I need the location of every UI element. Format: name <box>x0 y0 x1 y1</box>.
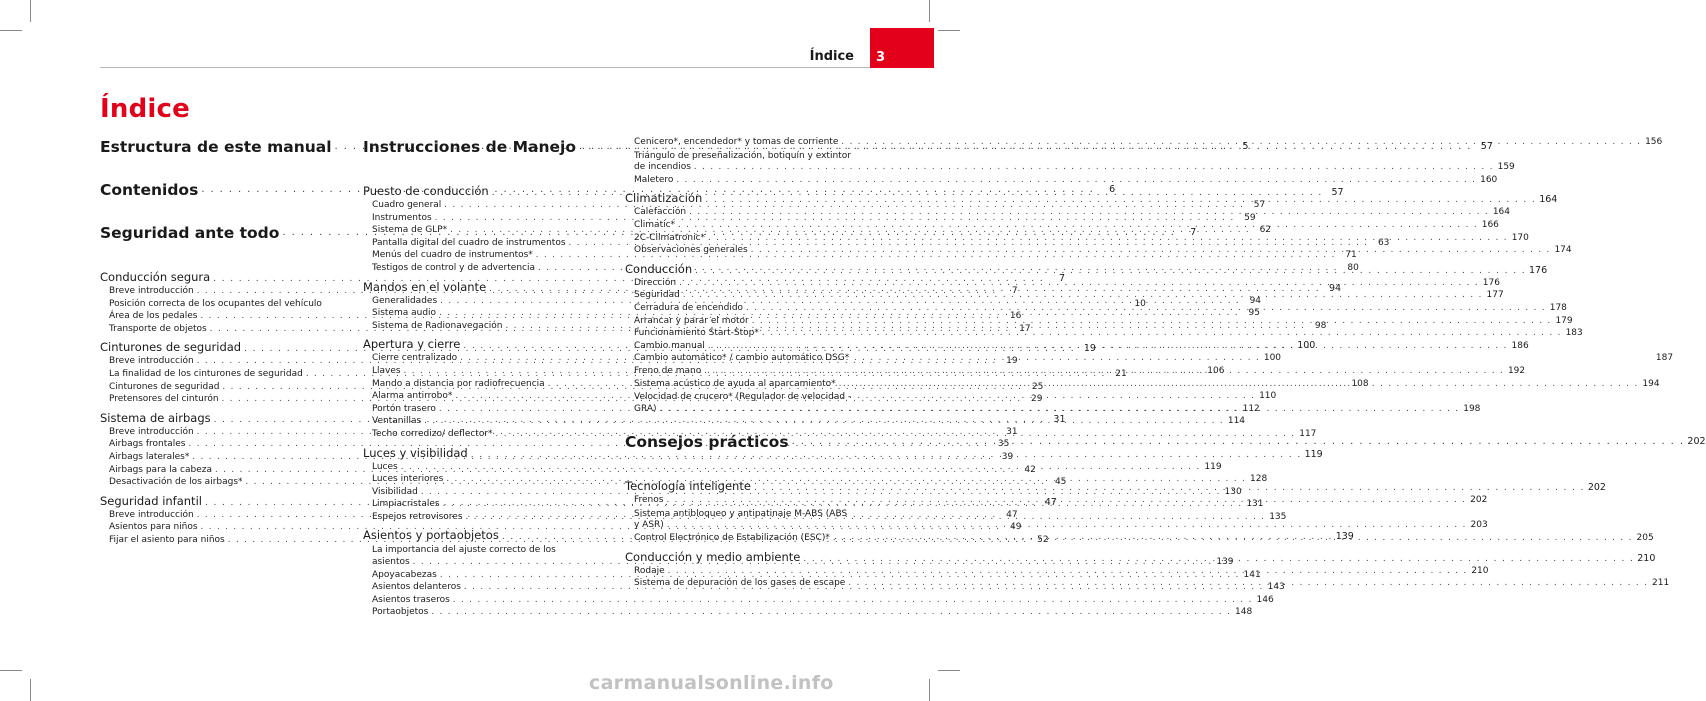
toc-leader-dots <box>668 566 1468 576</box>
toc-entry-page: 117 <box>1299 428 1317 439</box>
toc-entry-title: Portón trasero <box>372 403 436 414</box>
toc-leader-dots <box>841 137 1641 147</box>
toc-entry-title: Sistema de depuración de los gases de escape <box>634 578 846 589</box>
toc-entry-title: Frenos <box>634 495 664 506</box>
toc-entry-page: 19 <box>1006 356 1018 367</box>
toc-entry-page: 179 <box>1555 315 1573 326</box>
toc-entry-page: 174 <box>1554 245 1572 256</box>
crop-mark <box>0 670 22 671</box>
toc-leader-dots <box>678 220 1478 230</box>
toc-entry-title: Airbags para la cabeza <box>109 464 212 475</box>
toc-entry-page: 7 <box>1011 286 1018 296</box>
toc-entry-page: 187 <box>1655 353 1674 364</box>
watermark: carmanualsonline.info <box>589 672 834 694</box>
toc-entry-title: Portaobjetos <box>372 607 429 618</box>
toc-leader-dots <box>848 578 1648 588</box>
toc-entry-title: Sistema de airbags <box>100 410 211 425</box>
toc-leader-dots <box>762 328 1562 338</box>
toc-entry-title: 2C-Climatronic* <box>634 232 706 243</box>
toc-entry-page: 131 <box>1246 499 1264 510</box>
toc-entry-page: 10 <box>1134 298 1146 309</box>
toc-entry-page: 42 <box>1024 464 1036 475</box>
toc-entry-page: 114 <box>1227 416 1246 427</box>
toc-entry-title: Transporte de objetos <box>109 323 207 334</box>
toc-entry-title: Pretensores del cinturón <box>109 394 219 405</box>
toc-entry-title: Rodaje <box>634 565 665 576</box>
toc-leader-dots <box>431 607 1231 617</box>
toc-entry-page: 203 <box>1470 520 1488 531</box>
toc-entry-title: Sistema acústico de ayuda al aparcamiento* <box>634 378 836 389</box>
toc-entry-title: Cinturones de seguridad <box>100 340 242 355</box>
toc-entry <box>363 594 1274 608</box>
toc-entry-page: 98 <box>1314 320 1327 331</box>
toc-entry-title: Sistema de GLP* <box>372 225 448 236</box>
toc-leader-dots <box>667 520 1467 533</box>
toc-entry-page: 194 <box>1642 378 1660 389</box>
toc-entry-title: Generalidades <box>372 295 438 306</box>
toc-entry-title: Calefacción <box>634 207 687 218</box>
crop-mark <box>30 679 31 701</box>
toc-entry-page: 59 <box>1244 212 1256 223</box>
toc-entry-page: 148 <box>1235 607 1253 618</box>
toc-entry-page: 19 <box>1083 343 1096 355</box>
toc-entry-title: Apertura y cierre <box>363 337 461 352</box>
toc-entry-page: 112 <box>1242 403 1260 414</box>
toc-entry-page: 192 <box>1507 365 1526 376</box>
toc-leader-dots <box>453 595 1253 605</box>
toc-entry-title: y ASR) <box>634 520 664 531</box>
toc-entry-title: Luces interiores <box>372 474 444 485</box>
toc-entry-page: 183 <box>1565 328 1583 339</box>
toc-entry-page: 39 <box>1001 451 1014 462</box>
toc-entry-title: Dirección <box>634 277 677 288</box>
toc-entry-title: Espejos retrovisores <box>372 511 463 522</box>
toc-entry-page: 211 <box>1652 578 1670 589</box>
toc-entry-page: 178 <box>1549 302 1567 313</box>
toc-entry-title: Consejos prácticos <box>625 433 789 452</box>
toc-entry-page: 139 <box>1216 557 1234 568</box>
toc-entry-title: Menús del cuadro de instrumentos* <box>372 250 533 261</box>
header-rule <box>100 67 870 68</box>
toc-entry-title: Ventanillas <box>372 416 422 427</box>
toc-entry-title: Breve introducción <box>109 286 194 296</box>
toc-entry-title: Seguridad <box>634 290 680 301</box>
toc-entry-page: 62 <box>1259 225 1272 236</box>
toc-entry-title: Control Electrónico de Estabilización (ESC)* <box>634 533 830 544</box>
toc-entry-title: Visibilidad <box>372 486 418 497</box>
toc-entry-page: 166 <box>1481 219 1499 230</box>
toc-entry-title: Arrancar y parar el motor <box>634 315 749 326</box>
toc-entry-page: 164 <box>1492 207 1511 218</box>
toc-entry-page: 159 <box>1497 162 1515 173</box>
toc-entry-title: La finalidad de los cinturones de seguridad <box>109 368 303 379</box>
toc-entry-page: 210 <box>1637 552 1656 564</box>
toc-entry-title-line: La importancia del ajuste correcto de los <box>372 545 556 556</box>
toc-entry-title: Apoyacabezas <box>372 569 437 580</box>
toc-entry-title: Mando a distancia por radiofrecuencia <box>372 378 545 389</box>
toc-entry-title: Freno de mano <box>634 365 702 376</box>
toc-entry-title-line: Sistema antibloqueo y antipatinaje M-ABS (ABS <box>634 508 848 519</box>
toc-entry-page: 95 <box>1248 308 1260 319</box>
toc-entry-page: 5 <box>1242 141 1249 152</box>
toc-entry <box>363 607 1253 620</box>
toc-entry-title: Sistema de Radionavegación <box>372 320 503 331</box>
toc-entry-title: Luces <box>372 461 398 472</box>
toc-entry-title: Instrumentos <box>372 212 432 223</box>
page-header <box>0 0 960 70</box>
toc-entry-page: 143 <box>1267 582 1285 593</box>
toc-entry-title: Sistema audio <box>372 308 437 319</box>
toc-entry-page: 119 <box>1204 461 1222 472</box>
toc-entry-title: Contenidos <box>100 181 199 199</box>
toc-entry-page: 57 <box>1480 141 1493 152</box>
toc-entry-page: 94 <box>1328 282 1342 294</box>
toc-leader-dots <box>746 303 1546 313</box>
toc-leader-dots <box>705 195 1536 205</box>
toc-entry-title: Mandos en el volante <box>363 279 487 294</box>
toc-leader-dots <box>792 432 1685 452</box>
toc-entry-title: Asientos y portaobjetos <box>363 528 499 543</box>
toc-entry-page: 35 <box>997 439 1010 450</box>
toc-entry-page: 63 <box>1377 237 1390 248</box>
toc-entry-page: 100 <box>1263 353 1282 364</box>
toc-entry-page: 100 <box>1297 340 1316 352</box>
toc-entry-page: 156 <box>1645 137 1663 147</box>
toc-entry-page: 45 <box>1054 477 1067 488</box>
toc-leader-dots <box>694 162 1494 172</box>
toc-entry-title: Asientos delanteros <box>372 582 461 593</box>
toc-entry-page: 49 <box>1010 522 1022 533</box>
toc-entry-title: Maletero <box>634 174 674 185</box>
toc-entry-page: 170 <box>1511 232 1529 243</box>
toc-entry-wrapped <box>625 150 1515 175</box>
toc-entry-page: 21 <box>1115 368 1127 379</box>
toc-entry-title: Desactivación de los airbags* <box>109 477 243 488</box>
toc-entry-title: Tecnología inteligente <box>625 479 751 494</box>
toc-entry-page: 141 <box>1243 569 1261 580</box>
toc-entry-title: Posición correcta de los ocupantes del vehículo <box>109 298 322 309</box>
toc-entry-page: 202 <box>1587 482 1606 494</box>
toc-leader-dots <box>679 278 1479 288</box>
toc-entry-title: Asientos traseros <box>372 594 450 605</box>
toc-entry-page: 7 <box>1059 273 1066 284</box>
crop-mark <box>938 670 960 671</box>
toc-entry-title: Airbags laterales* <box>109 451 190 462</box>
toc-entry-title: de incendios <box>634 162 691 173</box>
toc-entry-title: Climatización <box>625 191 703 206</box>
toc-entry-page: 7 <box>1190 227 1197 238</box>
toc-entry-title: Cuadro general <box>372 200 442 210</box>
toc-entry-page: 31 <box>1053 413 1066 425</box>
toc-entry-page: 31 <box>1006 426 1018 437</box>
toc-entry-page: 146 <box>1256 594 1274 605</box>
toc-entry-title: Cierre centralizado <box>372 353 458 364</box>
toc-entry-title: Asientos para niños <box>109 522 198 533</box>
toc-entry <box>634 162 1515 175</box>
toc-entry-title: Breve introducción <box>109 426 194 437</box>
toc-entry-page: 57 <box>1331 187 1344 198</box>
toc-entry-title: Llaves <box>372 365 401 376</box>
toc-entry-page: 202 <box>1470 495 1488 506</box>
toc-entry-title: Estructura de este manual <box>100 138 332 156</box>
toc-entry-page: 164 <box>1539 194 1558 206</box>
toc-entry-title: Cerradura de encendido <box>634 302 744 313</box>
toc-entry-title: Cambio manual <box>634 340 705 351</box>
toc-entry-page: 198 <box>1463 403 1481 414</box>
toc-entry-title: Instrucciones de Manejo <box>363 138 577 156</box>
toc-leader-dots <box>833 533 1633 543</box>
toc-entry-title: Testigos de control y de advertencia <box>372 262 535 273</box>
toc-entry-title-line: Triángulo de preseñalización, botiquín y extintor <box>634 150 851 161</box>
toc-entry-title: Alarma antirrobo* <box>372 391 453 402</box>
toc-entry-title: GRA) <box>634 403 657 414</box>
crop-mark <box>929 679 930 701</box>
toc-leader-dots <box>666 495 1466 505</box>
toc-entry-page: 47 <box>1006 509 1018 520</box>
toc-entry-title: Fijar el asiento para niños <box>109 534 225 545</box>
toc-entry-page: 205 <box>1636 533 1654 544</box>
toc-leader-dots <box>803 554 1634 564</box>
toc-entry-page: 29 <box>1031 394 1043 405</box>
toc-entry-page: 177 <box>1486 290 1504 301</box>
toc-entry-page: 160 <box>1480 174 1498 185</box>
toc-leader-dots <box>704 366 1504 376</box>
toc-entry-page: 80 <box>1347 262 1359 273</box>
toc-leader-dots <box>683 290 1483 300</box>
toc-entry-title: Cambio automático* / cambio automático DSG* <box>634 353 850 364</box>
toc-entry-title: Pantalla digital del cuadro de instrumentos <box>372 237 566 248</box>
toc-entry-page: 135 <box>1269 511 1287 522</box>
toc-entry-page: 6 <box>1109 184 1116 195</box>
toc-leader-dots <box>708 341 1508 351</box>
toc-entry-page: 128 <box>1250 474 1268 485</box>
toc-entry-title: Breve introducción <box>109 509 194 520</box>
page-title: Índice <box>100 94 190 124</box>
toc-entry-title: Conducción <box>625 261 693 276</box>
page-number: 3 <box>876 50 886 65</box>
toc-entry-title: Seguridad ante todo <box>100 224 280 242</box>
toc-entry-title: Seguridad infantil <box>100 493 202 508</box>
toc-leader-dots <box>751 245 1551 255</box>
toc-entry-title: Airbags frontales <box>109 439 186 450</box>
toc-entry-page: 176 <box>1482 277 1500 288</box>
toc-entry-page: 108 <box>1351 378 1369 389</box>
toc-leader-dots <box>660 404 1460 414</box>
toc-entry <box>372 557 1234 570</box>
toc-entry-title: Breve introducción <box>109 356 194 367</box>
toc-entry-page: 210 <box>1471 565 1489 576</box>
toc-entry-title: Climatic* <box>634 219 676 230</box>
toc-entry-page: 186 <box>1511 340 1529 351</box>
toc-entry-page: 202 <box>1687 436 1706 448</box>
toc-entry-page: 25 <box>1031 381 1044 392</box>
toc-entry-page: 110 <box>1259 391 1277 402</box>
toc-entry-page: 71 <box>1345 250 1357 261</box>
toc-entry-title: Luces y visibilidad <box>363 445 468 460</box>
toc-entry-title: Funcionamiento Start-Stop* <box>634 328 759 339</box>
toc-entry-title: Conducción segura <box>100 270 211 284</box>
toc-entry-page: 94 <box>1249 295 1262 306</box>
toc-entry-page: 130 <box>1224 486 1242 497</box>
toc-entry-page: 47 <box>1044 496 1057 508</box>
toc-entry-title: Cenicero*, encendedor* y tomas de corriente <box>634 137 839 147</box>
toc-entry-title: asientos <box>372 557 410 568</box>
header-title: Índice <box>809 49 854 64</box>
toc-leader-dots <box>708 233 1508 243</box>
toc-entry-page: 52 <box>1037 534 1049 545</box>
toc-leader-dots <box>695 266 1526 276</box>
toc-leader-dots <box>839 379 1639 389</box>
toc-entry-title: Área de los pedales <box>109 311 198 322</box>
toc-entry-title: Techo corredizo/ deflector* <box>372 428 493 439</box>
toc-entry-page: 16 <box>1009 311 1022 322</box>
toc-entry-title: Observaciones generales <box>634 245 748 256</box>
toc-entry-page: 106 <box>1207 365 1225 376</box>
toc-entry-title: Limpiacristales <box>372 499 440 510</box>
toc-entry-page: 119 <box>1304 448 1323 460</box>
toc-entry-page: 17 <box>1019 323 1031 334</box>
toc-entry-page: 176 <box>1528 264 1548 276</box>
toc-leader-dots <box>676 175 1476 185</box>
toc-leader-dots <box>752 316 1552 326</box>
toc-leader-dots <box>689 207 1489 217</box>
toc-entry-page: 57 <box>1253 200 1266 210</box>
toc-leader-dots <box>754 483 1585 493</box>
toc-entry-title: Conducción y medio ambiente <box>625 549 801 564</box>
toc-entry-title-line: Velocidad de crucero* (Regulador de velocidad - <box>634 392 852 403</box>
toc-entry <box>625 174 1498 188</box>
toc-entry-title: Puesto de conducción <box>363 184 489 198</box>
toc-entry-title: Cinturones de seguridad <box>109 381 220 392</box>
toc-entry-page: 139 <box>1335 531 1354 543</box>
